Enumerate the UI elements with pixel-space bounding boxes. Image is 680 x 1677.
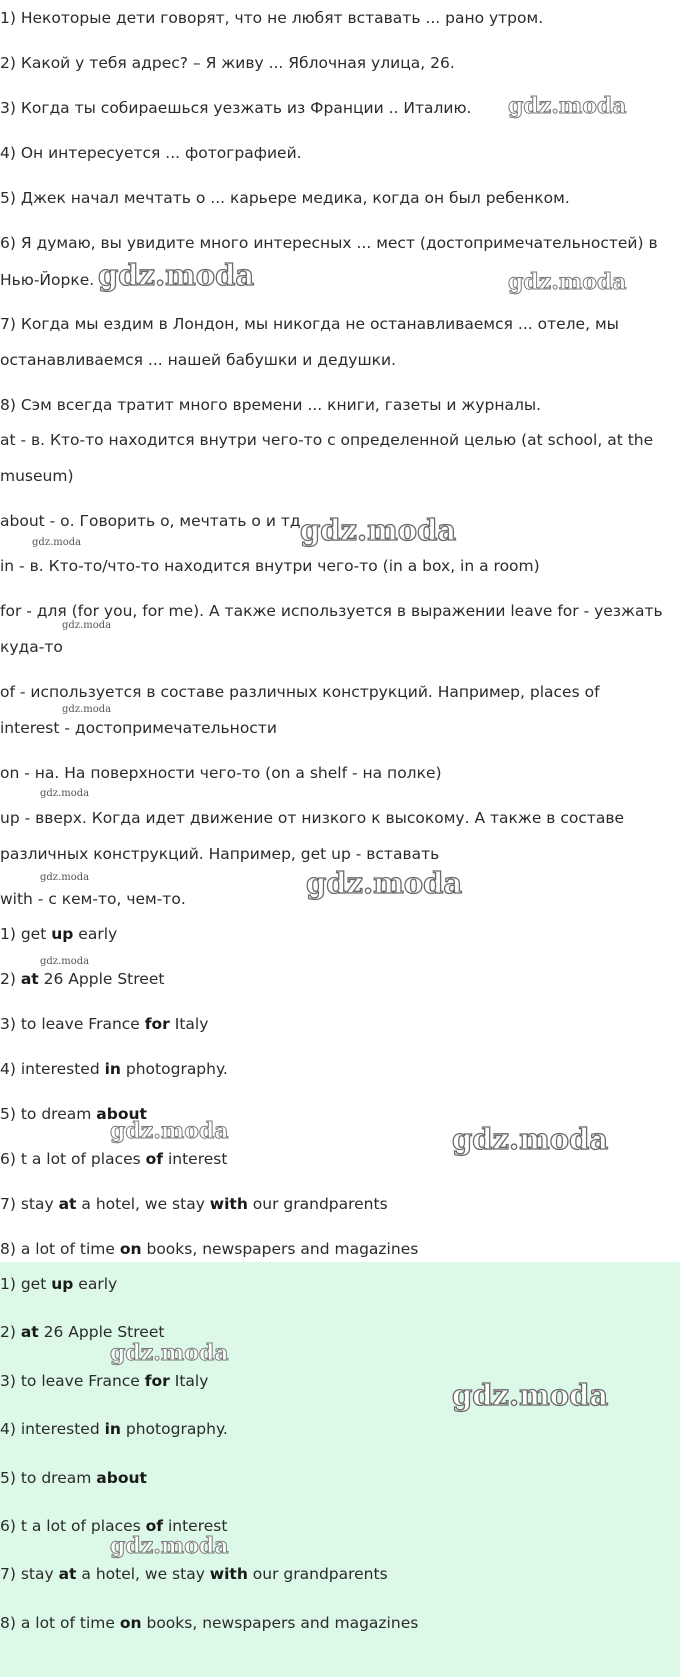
question-8: 8) Сэм всегда тратит много времени ... книги, газеты и журналы. bbox=[0, 396, 542, 414]
answer-2: 2) at 26 Apple Street bbox=[0, 970, 165, 988]
answer-6: 6) t a lot of places of interest bbox=[0, 1150, 228, 1168]
explanation-at-cont: museum) bbox=[0, 467, 74, 485]
boxed-answer-7: 7) stay at a hotel, we stay with our grandparents bbox=[0, 1565, 388, 1583]
watermark: gdz.moda bbox=[452, 1378, 609, 1412]
question-2: 2) Какой у тебя адрес? – Я живу ... Яблочная улица, 26. bbox=[0, 54, 455, 72]
watermark: gdz.moda bbox=[306, 866, 463, 900]
watermark: gdz.moda bbox=[110, 1118, 229, 1144]
watermark: gdz.moda bbox=[40, 956, 90, 967]
answer-5: 5) to dream about bbox=[0, 1105, 147, 1123]
boxed-answer-2: 2) at 26 Apple Street bbox=[0, 1323, 165, 1341]
watermark: gdz.moda bbox=[110, 1533, 229, 1559]
question-7: 7) Когда мы ездим в Лондон, мы никогда не останавливаемся ... отеле, мы bbox=[0, 315, 619, 333]
answer-8: 8) a lot of time on books, newspapers and magazines bbox=[0, 1240, 419, 1258]
watermark: gdz.moda bbox=[300, 513, 457, 547]
boxed-answer-4: 4) interested in photography. bbox=[0, 1420, 228, 1438]
boxed-answer-1: 1) get up early bbox=[0, 1275, 118, 1293]
watermark: gdz.moda bbox=[62, 704, 112, 715]
explanation-about: about - о. Говорить о, мечтать о и тд bbox=[0, 512, 301, 530]
watermark: gdz.moda bbox=[40, 788, 90, 799]
watermark: gdz.moda bbox=[508, 93, 627, 119]
question-3: 3) Когда ты собираешься уезжать из Франции .. Италию. bbox=[0, 99, 472, 117]
boxed-answer-5: 5) to dream about bbox=[0, 1469, 147, 1487]
explanation-on: on - на. На поверхности чего-то (on a shelf - на полке) bbox=[0, 764, 442, 782]
boxed-answer-6: 6) t a lot of places of interest bbox=[0, 1517, 228, 1535]
answer-1: 1) get up early bbox=[0, 925, 118, 943]
explanation-up: up - вверх. Когда идет движение от низкого к высокому. А также в составе bbox=[0, 809, 625, 827]
boxed-answer-3: 3) to leave France for Italy bbox=[0, 1372, 209, 1390]
watermark: gdz.moda bbox=[508, 269, 627, 295]
explanation-in: in - в. Кто-то/что-то находится внутри чего-то (in a box, in a room) bbox=[0, 557, 540, 575]
question-7-cont: останавливаемся ... нашей бабушки и дедушки. bbox=[0, 351, 396, 369]
explanation-of-cont: interest - достопримечательности bbox=[0, 719, 277, 737]
explanation-at: at - в. Кто-то находится внутри чего-то с определенной целью (at school, at the bbox=[0, 431, 654, 449]
watermark: gdz.moda bbox=[62, 620, 112, 631]
watermark: gdz.moda bbox=[98, 258, 255, 292]
answer-highlight-box bbox=[0, 1262, 680, 1677]
watermark: gdz.moda bbox=[110, 1340, 229, 1366]
watermark: gdz.moda bbox=[452, 1122, 609, 1156]
explanation-for: for - для (for you, for me). А также используется в выражении leave for - уезжать bbox=[0, 602, 663, 620]
question-1: 1) Некоторые дети говорят, что не любят вставать ... рано утром. bbox=[0, 9, 544, 27]
explanation-up-cont: различных конструкций. Например, get up - вставать bbox=[0, 845, 440, 863]
explanation-with: with - с кем-то, чем-то. bbox=[0, 890, 186, 908]
answer-7: 7) stay at a hotel, we stay with our grandparents bbox=[0, 1195, 388, 1213]
boxed-answer-8: 8) a lot of time on books, newspapers and magazines bbox=[0, 1614, 419, 1632]
answer-4: 4) interested in photography. bbox=[0, 1060, 228, 1078]
answer-3: 3) to leave France for Italy bbox=[0, 1015, 209, 1033]
question-5: 5) Джек начал мечтать о ... карьере медика, когда он был ребенком. bbox=[0, 189, 570, 207]
explanation-for-cont: куда-то bbox=[0, 638, 63, 656]
watermark: gdz.moda bbox=[40, 872, 90, 883]
explanation-of: of - используется в составе различных конструкций. Например, places of bbox=[0, 683, 600, 701]
question-6-cont: Нью-Йорке. bbox=[0, 271, 95, 289]
question-6: 6) Я думаю, вы увидите много интересных ... мест (достопримечательностей) в bbox=[0, 234, 658, 252]
watermark: gdz.moda bbox=[32, 537, 82, 548]
question-4: 4) Он интересуется ... фотографией. bbox=[0, 144, 302, 162]
